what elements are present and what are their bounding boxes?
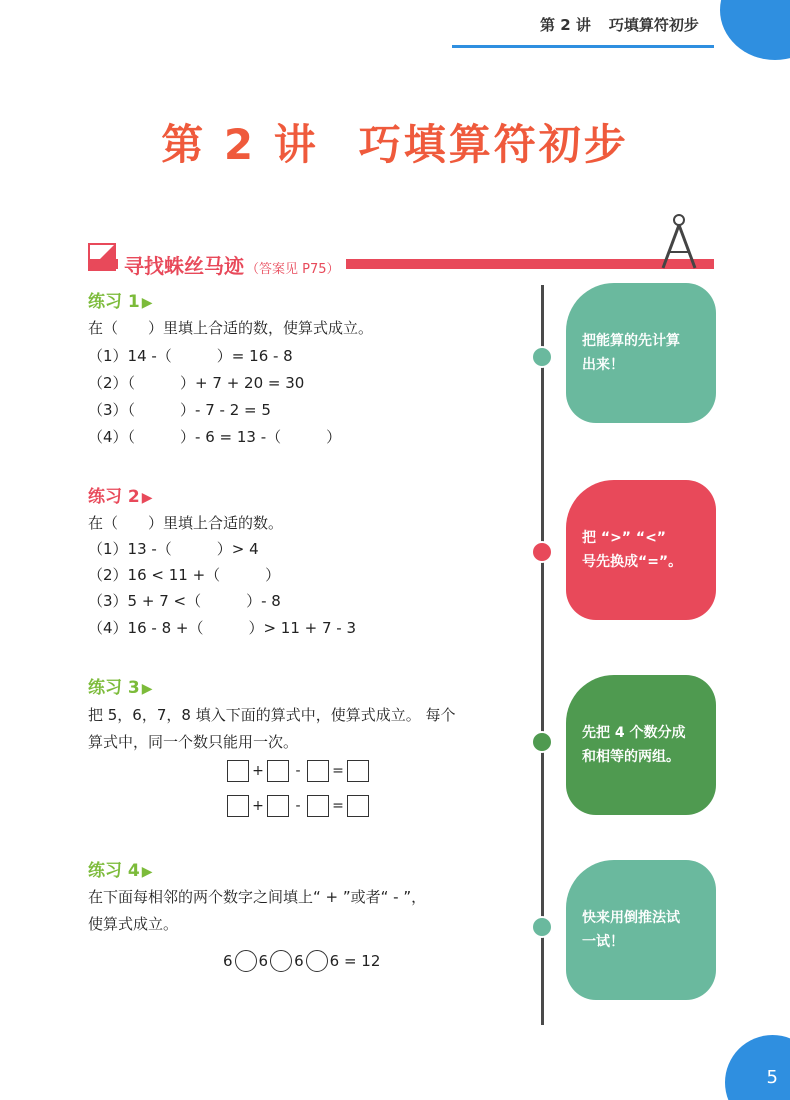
section-title: 寻找蛛丝马迹 [124,254,244,278]
tip-line: 先把 4 个数分成 [582,724,686,741]
answer-box[interactable] [307,760,329,782]
exercise-3-heading [88,673,153,698]
exercise-4-heading [88,856,153,881]
answer-box[interactable] [227,760,249,782]
minus-sign: - [295,798,301,814]
tip-bubble [566,283,716,423]
page-number: 5 [766,1067,778,1088]
exercise-2-item: （1）13 -（ ）> 4 [88,540,259,558]
exercise-heading-text: 练习 4 [88,861,140,881]
tip-bubble [566,675,716,815]
operator-equation [223,950,380,972]
timeline-line [541,285,544,1025]
digit: 6 [294,952,304,970]
corner-decoration-bottom [725,1035,790,1100]
exercise-heading-text: 练习 3 [88,678,140,698]
tip-line: 一试！ [582,934,624,950]
operator-circle[interactable] [270,950,292,972]
tip-bubble [566,860,716,1000]
exercise-3-text: 算式中，同一个数只能用一次。 [88,733,299,751]
exercise-1-heading [88,287,153,312]
exercise-1-item: （2）（ ）+ 7 + 20 = 30 [88,374,305,392]
tip-line: 快来用倒推法试 [582,909,680,926]
exercise-1-item: （1）14 -（ ）= 16 - 8 [88,347,293,365]
tip-line: 把 “>” “<” [582,529,667,546]
running-header-topic: 巧填算符初步 [608,16,699,34]
triangle-right-icon: ▶ [141,295,153,311]
corner-decoration-top [720,0,790,60]
triangle-right-icon: ▶ [141,864,153,880]
digit: 6 [258,952,269,970]
answer-box[interactable] [347,760,369,782]
exercise-heading-text: 练习 2 [88,487,140,507]
compass-icon [655,212,703,272]
timeline-dot [531,731,553,753]
equation-result: = 12 [343,952,381,970]
timeline-dot [531,541,553,563]
exercise-2-heading [88,482,153,507]
exercise-1-instruction: 在（ ）里填上合适的数，使算式成立。 [88,319,374,337]
title-topic: 巧填算符初步 [358,120,629,169]
equals-sign: = [332,798,344,814]
section-note: （答案见 P75） [246,262,340,277]
digit: 6 [329,952,340,970]
exercise-heading-text: 练习 1 [88,292,140,312]
operator-circle[interactable] [306,950,328,972]
exercise-4-text: 在下面每相邻的两个数字之间填上“ + ”或者“ - ”， [88,888,427,906]
exercise-2-item: （3）5 + 7 <（ ）- 8 [88,592,281,610]
header-rule [452,45,714,48]
exercise-1-item: （3）（ ）- 7 - 2 = 5 [88,401,271,419]
page-title [0,112,790,172]
timeline-dot [531,346,553,368]
section-header [118,250,346,279]
title-lecture: 第 2 讲 [161,120,319,169]
answer-box[interactable] [307,795,329,817]
exercise-2-item: （4）16 - 8 +（ ）> 11 + 7 - 3 [88,619,357,637]
tip-line: 和相等的两组。 [582,749,680,765]
equation-row [227,760,369,782]
operator-circle[interactable] [235,950,257,972]
equation-row [227,795,369,817]
plus-sign: + [252,763,264,779]
tip-line: 出来！ [582,357,624,373]
equals-sign: = [332,763,344,779]
answer-box[interactable] [347,795,369,817]
digit: 6 [223,952,233,970]
tip-bubble [566,480,716,620]
minus-sign: - [295,763,301,779]
exercise-2-instruction: 在（ ）里填上合适的数。 [88,514,284,532]
running-header [540,14,699,35]
answer-box[interactable] [267,760,289,782]
plus-sign: + [252,798,264,814]
exercise-4-text: 使算式成立。 [88,915,179,933]
running-header-lecture: 第 2 讲 [540,16,591,34]
triangle-right-icon: ▶ [141,681,153,697]
answer-box[interactable] [227,795,249,817]
section-flag-icon [88,243,116,271]
tip-line: 把能算的先计算 [582,332,680,349]
tip-line: 号先换成“=”。 [582,554,683,570]
triangle-right-icon: ▶ [141,490,153,506]
timeline-dot [531,916,553,938]
exercise-3-text: 把 5，6，7，8 填入下面的算式中，使算式成立。 每个 [88,706,456,724]
exercise-1-item: （4）（ ）- 6 = 13 -（ ） [88,428,342,446]
answer-box[interactable] [267,795,289,817]
exercise-2-item: （2）16 < 11 +（ ） [88,566,281,584]
